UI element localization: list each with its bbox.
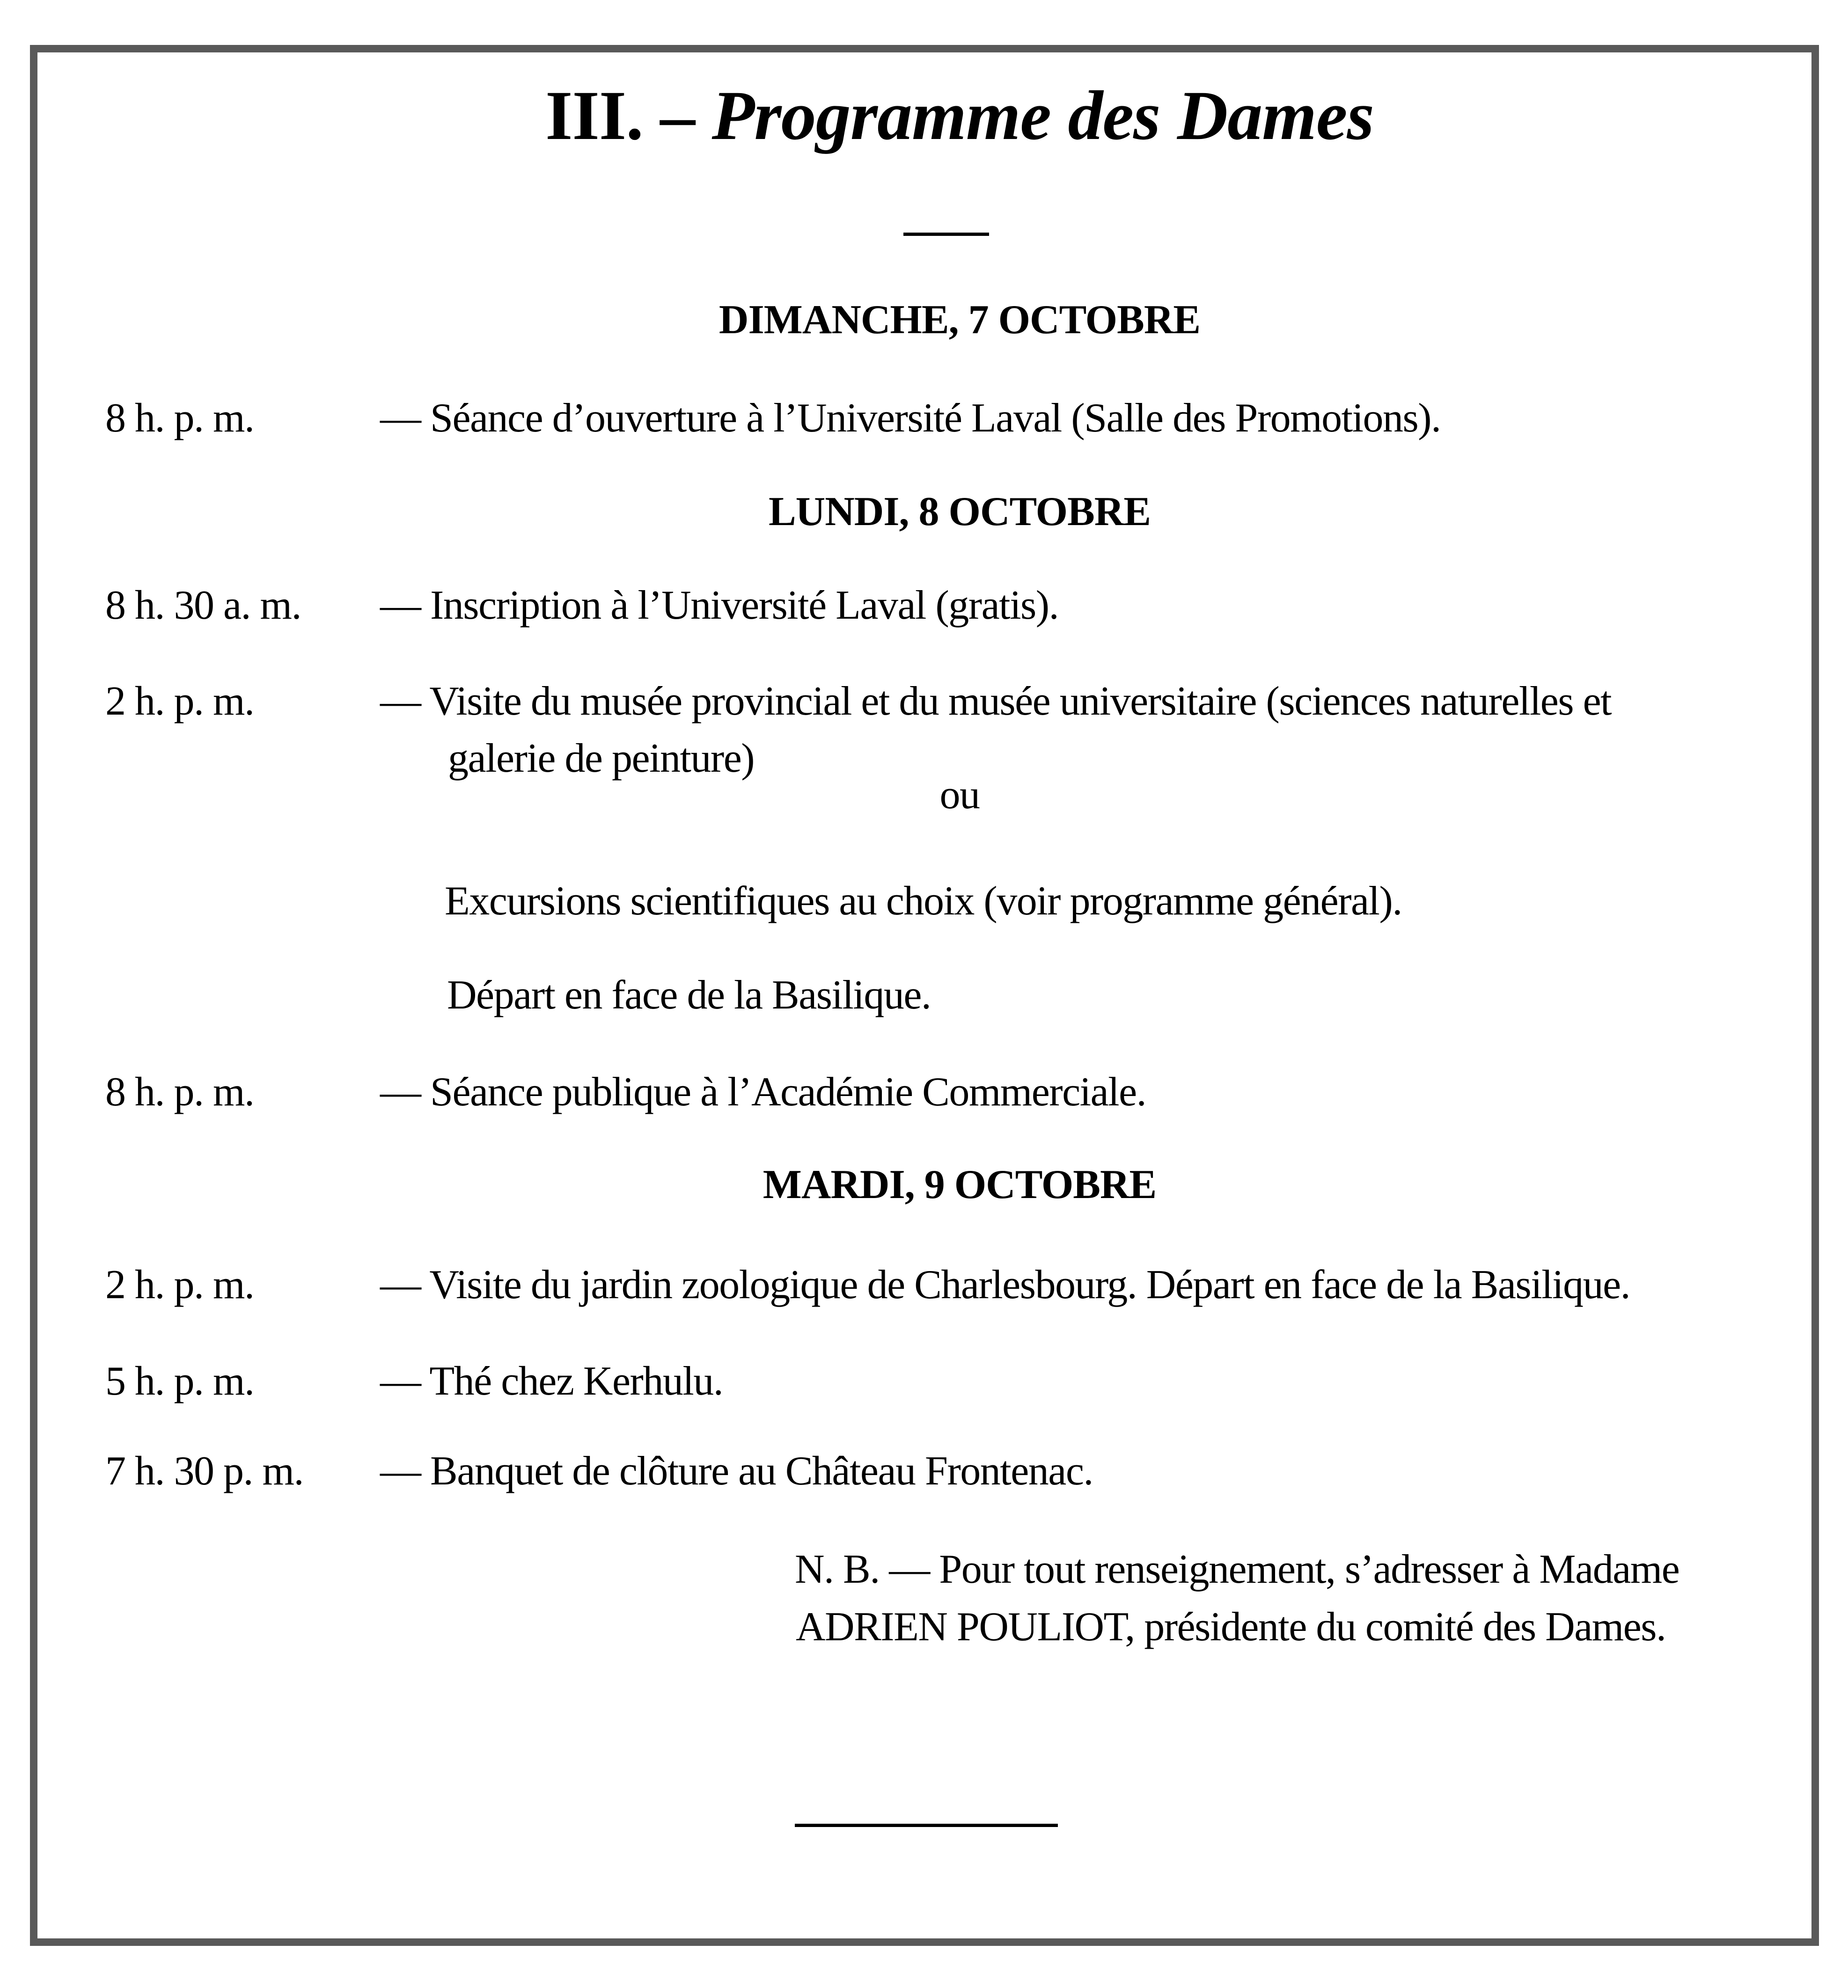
schedule-description: — Banquet de clôture au Château Frontenac. bbox=[380, 1448, 1093, 1494]
section-heading-mardi: MARDI, 9 OCTOBRE bbox=[763, 1162, 1157, 1207]
schedule-time: 2 h. p. m. bbox=[105, 1262, 254, 1308]
schedule-row bbox=[0, 395, 1848, 449]
footnote-line1: N. B. — Pour tout renseignement, s’adresser à Madame bbox=[795, 1547, 1679, 1592]
schedule-time: 2 h. p. m. bbox=[105, 679, 254, 724]
departure-note-text: Départ en face de la Basilique. bbox=[447, 972, 931, 1018]
schedule-time: 7 h. 30 p. m. bbox=[105, 1448, 303, 1494]
schedule-row bbox=[0, 1069, 1848, 1123]
title-section-number: III. – bbox=[545, 77, 695, 154]
schedule-description: — Séance d’ouverture à l’Université Laval (Salle des Promotions). bbox=[380, 395, 1441, 441]
schedule-description: — Thé chez Kerhulu. bbox=[380, 1359, 723, 1404]
alternative-option-text: Excursions scientifiques au choix (voir programme général). bbox=[445, 878, 1402, 924]
section-heading-lundi: LUNDI, 8 OCTOBRE bbox=[768, 489, 1151, 534]
schedule-row bbox=[0, 1448, 1848, 1502]
schedule-time: 8 h. p. m. bbox=[105, 395, 254, 441]
schedule-description: — Inscription à l’Université Laval (gratis). bbox=[380, 583, 1059, 628]
schedule-description: — Séance publique à l’Académie Commerciale. bbox=[380, 1069, 1146, 1115]
title-divider-rule bbox=[903, 233, 989, 236]
schedule-time: 5 h. p. m. bbox=[105, 1359, 254, 1404]
title-main-text: Programme des Dames bbox=[711, 77, 1374, 154]
choice-connector: ou bbox=[939, 772, 980, 818]
footnote-line2: ADRIEN POULIOT, présidente du comité des Dames. bbox=[796, 1604, 1666, 1650]
schedule-description-line1: — Visite du musée provincial et du musée universitaire (sciences naturelles et bbox=[380, 679, 1612, 724]
schedule-time: 8 h. 30 a. m. bbox=[105, 583, 301, 628]
schedule-row bbox=[0, 1361, 1848, 1412]
schedule-row bbox=[0, 585, 1848, 636]
schedule-row bbox=[0, 681, 1848, 732]
page-title bbox=[71, 77, 1848, 154]
schedule-description: — Visite du jardin zoologique de Charlesbourg. Départ en face de la Basilique. bbox=[380, 1262, 1630, 1308]
schedule-time: 8 h. p. m. bbox=[105, 1069, 254, 1115]
schedule-description-line2: galerie de peinture) bbox=[448, 736, 755, 781]
schedule-row bbox=[0, 1264, 1848, 1316]
footer-divider-rule bbox=[795, 1824, 1058, 1827]
section-heading-dimanche: DIMANCHE, 7 OCTOBRE bbox=[719, 297, 1201, 343]
